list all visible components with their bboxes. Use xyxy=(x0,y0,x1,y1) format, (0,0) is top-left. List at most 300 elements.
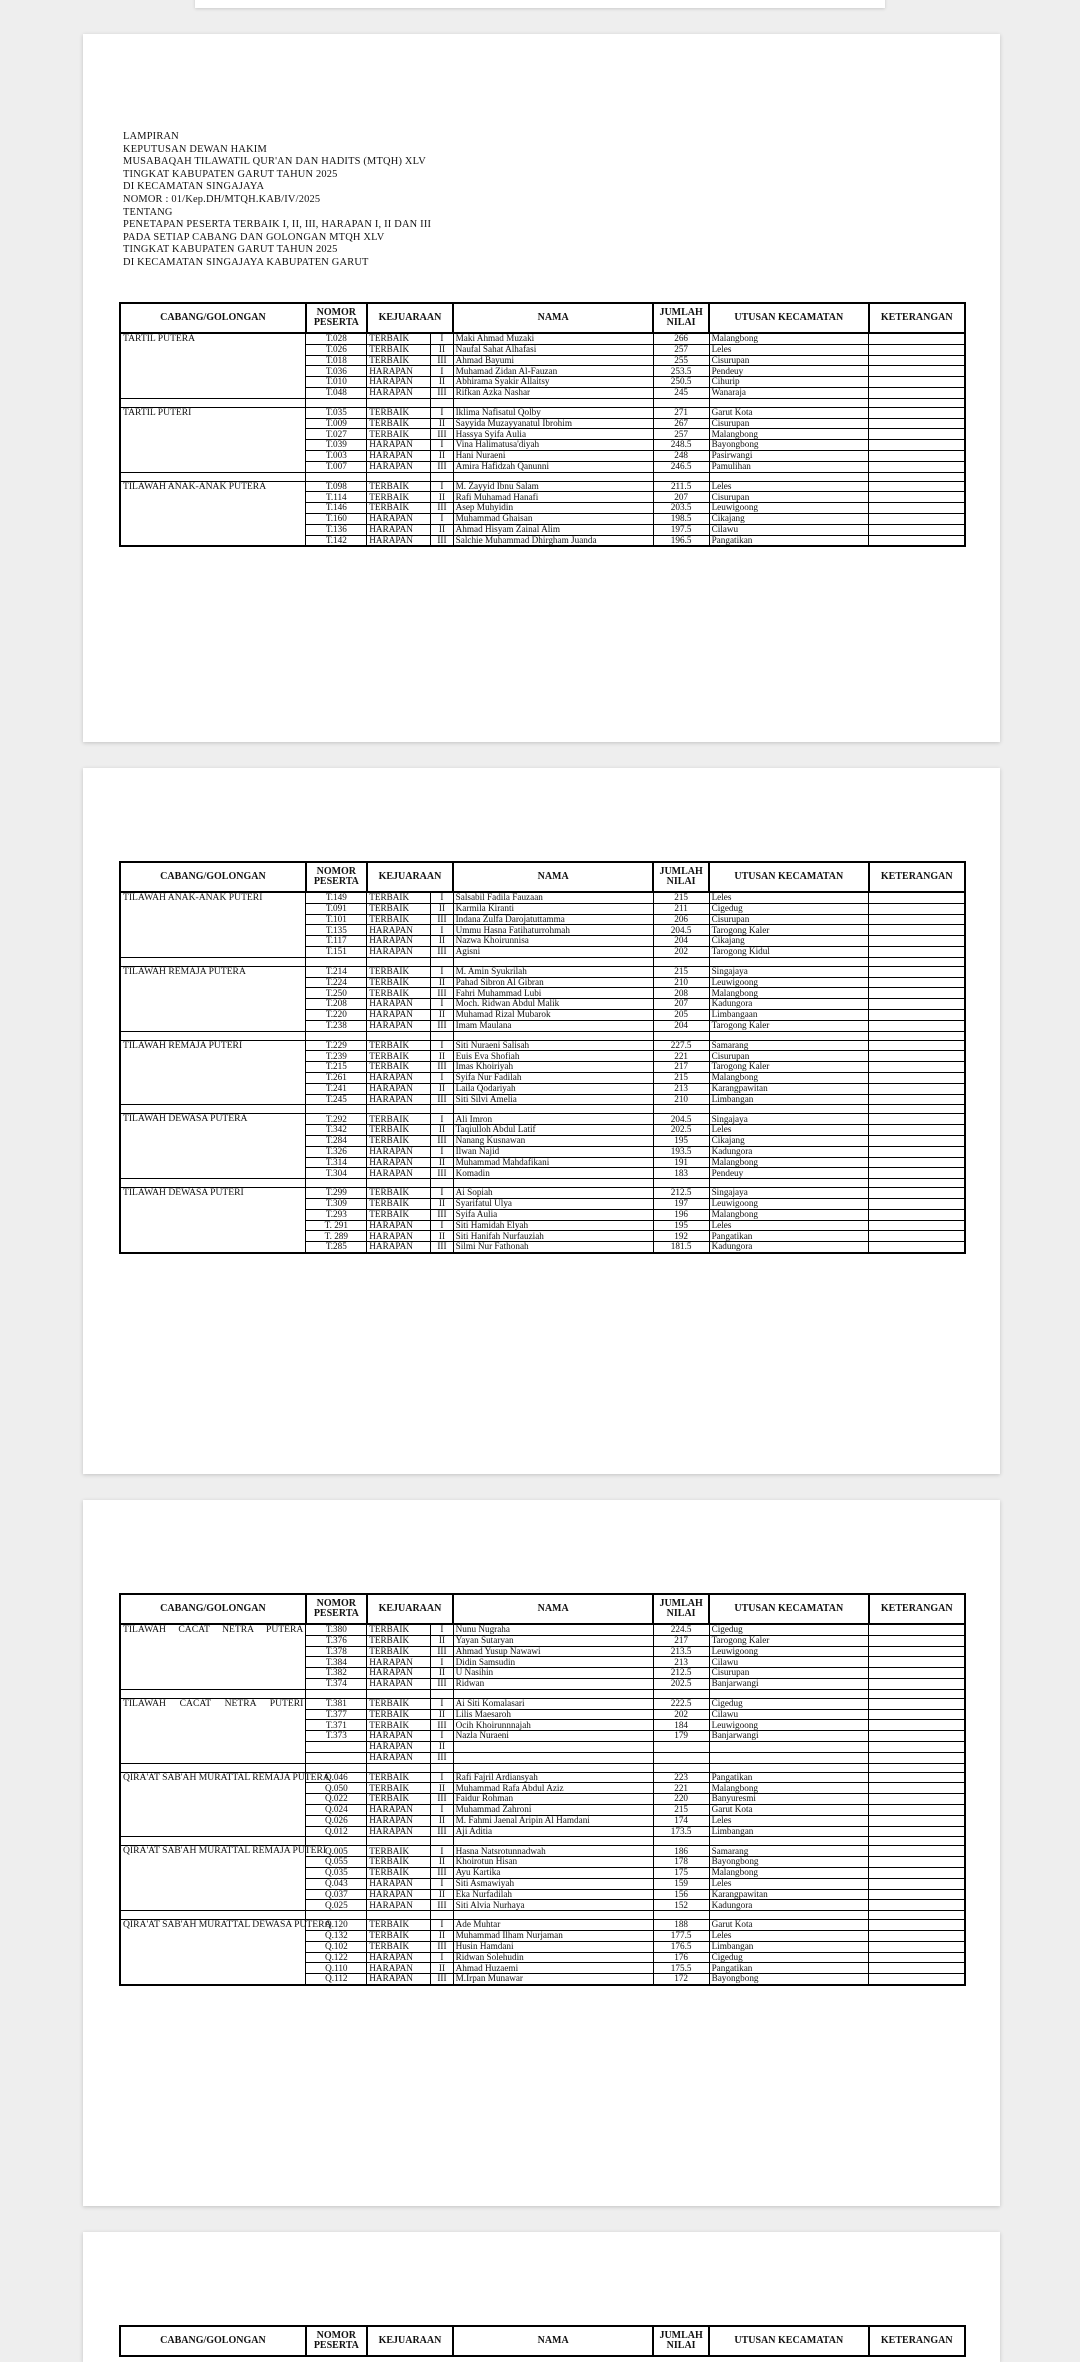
participant-name: Syifa Nur Fadilah xyxy=(453,1072,653,1083)
remarks xyxy=(869,1146,965,1157)
participant-name: Siti Nuraeni Salisah xyxy=(453,1040,653,1051)
remarks xyxy=(869,999,965,1010)
participant-name: Iklima Nafisatul Qolby xyxy=(453,407,653,418)
header-line: DI KECAMATAN SINGAJAYA xyxy=(123,181,265,193)
remarks xyxy=(869,1889,965,1900)
total-score: 196.5 xyxy=(653,535,709,546)
participant-name: Ummu Hasna Fatihaturrohmah xyxy=(453,925,653,936)
award-category: TERBAIK xyxy=(367,903,431,914)
remarks xyxy=(869,1624,965,1635)
district-origin: Leuwigoong xyxy=(709,1720,868,1731)
col-header-keterangan: KETERANGAN xyxy=(869,1594,965,1624)
remarks xyxy=(869,1072,965,1083)
award-category: HARAPAN xyxy=(367,1815,431,1826)
header-line: NOMOR : 01/Kep.DH/MTQH.KAB/IV/2025 xyxy=(123,193,321,205)
separator-cell xyxy=(120,957,306,966)
award-category: HARAPAN xyxy=(367,1094,431,1105)
participant-number: Q.005 xyxy=(306,1846,367,1857)
separator-cell xyxy=(653,472,709,481)
total-score: 250.5 xyxy=(653,377,709,388)
award-category: TERBAIK xyxy=(367,429,431,440)
district-origin: Cisurupan xyxy=(709,492,868,503)
total-score: 215 xyxy=(653,966,709,977)
award-category: HARAPAN xyxy=(367,936,431,947)
separator-cell xyxy=(120,398,306,407)
total-score: 213 xyxy=(653,1657,709,1668)
award-category: HARAPAN xyxy=(367,1878,431,1889)
col-header-nomor: NOMOR PESERTA xyxy=(306,303,367,333)
participant-number: T.028 xyxy=(306,333,367,344)
award-rank: II xyxy=(431,344,453,355)
separator-cell xyxy=(453,1179,653,1188)
participant-number: T.160 xyxy=(306,513,367,524)
remarks xyxy=(869,1846,965,1857)
total-score: 215 xyxy=(653,1072,709,1083)
participant-number: T.299 xyxy=(306,1188,367,1199)
header-line: DI KECAMATAN SINGAJAYA KABUPATEN GARUT xyxy=(123,256,369,268)
award-category: HARAPAN xyxy=(367,387,431,398)
award-rank: II xyxy=(431,492,453,503)
separator-cell xyxy=(709,1031,868,1040)
participant-number: Q.122 xyxy=(306,1952,367,1963)
total-score: 210 xyxy=(653,977,709,988)
table-row xyxy=(120,481,965,492)
separator-cell xyxy=(306,398,367,407)
participant-number: Q.043 xyxy=(306,1878,367,1889)
award-category: HARAPAN xyxy=(367,461,431,472)
total-score: 196 xyxy=(653,1209,709,1220)
separator-cell xyxy=(709,1689,868,1698)
award-category: TERBAIK xyxy=(367,503,431,514)
award-rank: I xyxy=(431,1220,453,1231)
award-rank: I xyxy=(431,1804,453,1815)
award-category: HARAPAN xyxy=(367,1731,431,1742)
col-header-nama: NAMA xyxy=(453,862,653,892)
header-line: PADA SETIAP CABANG DAN GOLONGAN MTQH XLV xyxy=(123,231,385,243)
award-category: HARAPAN xyxy=(367,1826,431,1837)
total-score: 212.5 xyxy=(653,1668,709,1679)
total-score: 204 xyxy=(653,1020,709,1031)
participant-name: Sayyida Muzayyanatul Ibrohim xyxy=(453,418,653,429)
participant-number: Q.026 xyxy=(306,1815,367,1826)
total-score: 198.5 xyxy=(653,513,709,524)
separator-cell xyxy=(653,1837,709,1846)
participant-name: Ahmad Bayumi xyxy=(453,355,653,366)
total-score: 248 xyxy=(653,450,709,461)
col-header-nomor: NOMOR PESERTA xyxy=(306,862,367,892)
separator-cell xyxy=(306,1031,367,1040)
group-name: TILAWAH DEWASA PUTERA xyxy=(120,1114,306,1179)
remarks xyxy=(869,1709,965,1720)
remarks xyxy=(869,1678,965,1689)
separator-cell xyxy=(367,1763,431,1772)
award-rank: III xyxy=(431,1094,453,1105)
header-line: LAMPIRAN xyxy=(123,131,179,142)
participant-number: T.098 xyxy=(306,481,367,492)
remarks xyxy=(869,1963,965,1974)
separator-cell xyxy=(431,398,453,407)
district-origin: Cigedug xyxy=(709,1624,868,1635)
table-row xyxy=(120,1624,965,1635)
total-score: 212.5 xyxy=(653,1188,709,1199)
remarks xyxy=(869,450,965,461)
total-score: 213 xyxy=(653,1083,709,1094)
col-header-utusan: UTUSAN KECAMATAN xyxy=(709,303,868,333)
remarks xyxy=(869,1804,965,1815)
separator-cell xyxy=(869,1763,965,1772)
col-header-jumlah: JUMLAH NILAI xyxy=(653,2326,709,2356)
remarks xyxy=(869,1646,965,1657)
total-score: 193.5 xyxy=(653,1146,709,1157)
participant-number: T.091 xyxy=(306,903,367,914)
remarks xyxy=(869,1062,965,1073)
award-category: TERBAIK xyxy=(367,1920,431,1931)
district-origin: Cihurip xyxy=(709,377,868,388)
separator-cell xyxy=(431,1911,453,1920)
col-header-kejuaraan: KEJUARAAN xyxy=(367,303,453,333)
award-category: TERBAIK xyxy=(367,1794,431,1805)
separator-cell xyxy=(431,1105,453,1114)
award-category: TERBAIK xyxy=(367,1040,431,1051)
remarks xyxy=(869,524,965,535)
participant-number xyxy=(306,1741,367,1752)
remarks xyxy=(869,1168,965,1179)
header-line: PENETAPAN PESERTA TERBAIK I, II, III, HARAPAN I, II DAN III xyxy=(123,219,432,231)
award-rank: II xyxy=(431,377,453,388)
group-name: TARTIL PUTERA xyxy=(120,333,306,398)
award-category: HARAPAN xyxy=(367,1668,431,1679)
award-rank: II xyxy=(431,1125,453,1136)
total-score: 177.5 xyxy=(653,1930,709,1941)
total-score: 195 xyxy=(653,1220,709,1231)
participant-number: T.007 xyxy=(306,461,367,472)
participant-name: M. Amin Syukrilah xyxy=(453,966,653,977)
participant-name: Aji Aditia xyxy=(453,1826,653,1837)
remarks xyxy=(869,1920,965,1931)
district-origin: Singajaya xyxy=(709,1114,868,1125)
award-category: HARAPAN xyxy=(367,440,431,451)
total-score: 217 xyxy=(653,1635,709,1646)
participant-number: T.241 xyxy=(306,1083,367,1094)
district-origin: Garut Kota xyxy=(709,1920,868,1931)
district-origin: Leuwigoong xyxy=(709,1646,868,1657)
participant-number: T.381 xyxy=(306,1698,367,1709)
award-rank: III xyxy=(431,1720,453,1731)
award-rank: II xyxy=(431,1783,453,1794)
separator-cell xyxy=(120,1763,306,1772)
district-origin: Cisurupan xyxy=(709,1668,868,1679)
award-category: HARAPAN xyxy=(367,377,431,388)
participant-number: Q.025 xyxy=(306,1900,367,1911)
district-origin: Kadungora xyxy=(709,999,868,1010)
district-origin: Pasirwangi xyxy=(709,450,868,461)
participant-number: T. 289 xyxy=(306,1231,367,1242)
participant-name: Naufal Sahat Alhafasi xyxy=(453,344,653,355)
award-category: TERBAIK xyxy=(367,1698,431,1709)
district-origin: Cisurupan xyxy=(709,418,868,429)
col-header-utusan: UTUSAN KECAMATAN xyxy=(709,2326,868,2356)
award-rank: III xyxy=(431,1135,453,1146)
award-rank: II xyxy=(431,1231,453,1242)
remarks xyxy=(869,481,965,492)
award-category: TERBAIK xyxy=(367,1867,431,1878)
participant-number: T.146 xyxy=(306,503,367,514)
table-row xyxy=(120,1188,965,1199)
remarks xyxy=(869,988,965,999)
table-row xyxy=(120,892,965,903)
participant-name: Imam Maulana xyxy=(453,1020,653,1031)
participant-name: Yayan Sutaryan xyxy=(453,1635,653,1646)
total-score: 204 xyxy=(653,936,709,947)
award-rank: I xyxy=(431,1072,453,1083)
remarks xyxy=(869,936,965,947)
separator-cell xyxy=(453,472,653,481)
award-category: HARAPAN xyxy=(367,1157,431,1168)
col-header-jumlah: JUMLAH NILAI xyxy=(653,862,709,892)
total-score: 159 xyxy=(653,1878,709,1889)
district-origin: Tarogong Kaler xyxy=(709,1062,868,1073)
separator-cell xyxy=(869,957,965,966)
remarks xyxy=(869,344,965,355)
remarks xyxy=(869,1009,965,1020)
award-category: TERBAIK xyxy=(367,344,431,355)
participant-name: Ayu Kartika xyxy=(453,1867,653,1878)
award-rank: II xyxy=(431,1857,453,1868)
award-category: HARAPAN xyxy=(367,1974,431,1985)
results-table-page-4-header xyxy=(119,2325,966,2357)
total-score: 202.5 xyxy=(653,1678,709,1689)
district-origin: Limbangan xyxy=(709,1094,868,1105)
col-header-utusan: UTUSAN KECAMATAN xyxy=(709,1594,868,1624)
award-category: HARAPAN xyxy=(367,1657,431,1668)
remarks xyxy=(869,429,965,440)
award-rank: III xyxy=(431,1752,453,1763)
district-origin: Tarogong Kaler xyxy=(709,925,868,936)
participant-number: Q.050 xyxy=(306,1783,367,1794)
remarks xyxy=(869,1198,965,1209)
remarks xyxy=(869,1083,965,1094)
district-origin: Leles xyxy=(709,1930,868,1941)
participant-number: T.309 xyxy=(306,1198,367,1209)
separator-cell xyxy=(453,1689,653,1698)
remarks xyxy=(869,892,965,903)
group-name: QIRA'AT SAB'AH MURATTAL REMAJA PUTERA xyxy=(120,1772,306,1837)
previous-page-edge xyxy=(195,0,885,8)
remarks xyxy=(869,1952,965,1963)
participant-number: T.245 xyxy=(306,1094,367,1105)
participant-number: Q.132 xyxy=(306,1930,367,1941)
district-origin: Cilawu xyxy=(709,1709,868,1720)
separator-cell xyxy=(367,1105,431,1114)
district-origin: Malangbong xyxy=(709,429,868,440)
participant-number: T.377 xyxy=(306,1709,367,1720)
award-rank: I xyxy=(431,1878,453,1889)
award-category: HARAPAN xyxy=(367,999,431,1010)
district-origin xyxy=(709,1752,868,1763)
separator-cell xyxy=(431,472,453,481)
award-category: TERBAIK xyxy=(367,492,431,503)
participant-name: Eka Nurfadilah xyxy=(453,1889,653,1900)
table-row xyxy=(120,1114,965,1125)
remarks xyxy=(869,355,965,366)
separator-cell xyxy=(709,1837,868,1846)
col-header-kejuaraan: KEJUARAAN xyxy=(367,2326,453,2356)
separator-cell xyxy=(367,398,431,407)
participant-number: T.027 xyxy=(306,429,367,440)
group-name: TILAWAH ANAK-ANAK PUTERA xyxy=(120,481,306,546)
participant-name: Moch. Ridwan Abdul Malik xyxy=(453,999,653,1010)
separator-cell xyxy=(869,472,965,481)
award-rank: II xyxy=(431,1963,453,1974)
total-score: 206 xyxy=(653,914,709,925)
award-rank: II xyxy=(431,1668,453,1679)
remarks xyxy=(869,1040,965,1051)
results-table-page-3 xyxy=(119,1593,966,1986)
remarks xyxy=(869,535,965,546)
remarks xyxy=(869,418,965,429)
remarks xyxy=(869,492,965,503)
total-score xyxy=(653,1752,709,1763)
header-line: KEPUTUSAN DEWAN HAKIM xyxy=(123,143,267,155)
results-table-page-1 xyxy=(119,302,966,547)
award-rank: I xyxy=(431,925,453,936)
award-category: TERBAIK xyxy=(367,355,431,366)
remarks xyxy=(869,1930,965,1941)
district-origin: Bayongbong xyxy=(709,440,868,451)
participant-name: Fahri Muhammad Lubi xyxy=(453,988,653,999)
total-score: 191 xyxy=(653,1157,709,1168)
participant-name: Lilis Maesaroh xyxy=(453,1709,653,1720)
total-score: 213.5 xyxy=(653,1646,709,1657)
award-rank: III xyxy=(431,535,453,546)
district-origin: Pendeuy xyxy=(709,1168,868,1179)
district-origin: Pamulihan xyxy=(709,461,868,472)
separator-cell xyxy=(431,1031,453,1040)
total-score: 202.5 xyxy=(653,1125,709,1136)
separator-cell xyxy=(306,1689,367,1698)
award-rank: III xyxy=(431,1794,453,1805)
participant-name: Hasna Natsrotunnadwah xyxy=(453,1846,653,1857)
col-header-nama: NAMA xyxy=(453,2326,653,2356)
total-score: 257 xyxy=(653,429,709,440)
separator-cell xyxy=(709,1105,868,1114)
district-origin: Samarang xyxy=(709,1040,868,1051)
participant-number: T.048 xyxy=(306,387,367,398)
total-score: 211 xyxy=(653,903,709,914)
award-category: TERBAIK xyxy=(367,1846,431,1857)
participant-name: Rafi Muhamad Hanafi xyxy=(453,492,653,503)
remarks xyxy=(869,1794,965,1805)
district-origin: Bayongbong xyxy=(709,1974,868,1985)
separator-cell xyxy=(306,1763,367,1772)
award-category: TERBAIK xyxy=(367,1198,431,1209)
separator-cell xyxy=(653,1179,709,1188)
award-category: HARAPAN xyxy=(367,1804,431,1815)
award-rank: II xyxy=(431,1741,453,1752)
participant-name: Ilwan Najid xyxy=(453,1146,653,1157)
award-rank: I xyxy=(431,1040,453,1051)
participant-name: Khoirotun Hisan xyxy=(453,1857,653,1868)
award-rank: I xyxy=(431,892,453,903)
col-header-utusan: UTUSAN KECAMATAN xyxy=(709,862,868,892)
remarks xyxy=(869,440,965,451)
participant-number: Q.055 xyxy=(306,1857,367,1868)
separator-cell xyxy=(709,1763,868,1772)
remarks xyxy=(869,387,965,398)
table-row xyxy=(120,966,965,977)
award-category: TERBAIK xyxy=(367,1051,431,1062)
participant-name: Silmi Nur Fathonah xyxy=(453,1242,653,1253)
separator-cell xyxy=(367,1689,431,1698)
district-origin: Cisurupan xyxy=(709,914,868,925)
separator-cell xyxy=(367,957,431,966)
award-category: TERBAIK xyxy=(367,1783,431,1794)
table-header-row xyxy=(120,303,965,333)
participant-name: Muhammad Mahdafikani xyxy=(453,1157,653,1168)
award-rank: III xyxy=(431,1900,453,1911)
award-category: HARAPAN xyxy=(367,366,431,377)
separator-cell xyxy=(453,1031,653,1040)
participant-number: T.382 xyxy=(306,1668,367,1679)
col-header-nama: NAMA xyxy=(453,303,653,333)
participant-number: T. 291 xyxy=(306,1220,367,1231)
total-score: 202 xyxy=(653,946,709,957)
total-score: 173.5 xyxy=(653,1826,709,1837)
district-origin: Cikajang xyxy=(709,1135,868,1146)
participant-name: Faidur Rohman xyxy=(453,1794,653,1805)
separator-cell xyxy=(653,1689,709,1698)
award-rank: III xyxy=(431,355,453,366)
header-line: TENTANG xyxy=(123,206,173,218)
header-line: TINGKAT KABUPATEN GARUT TAHUN 2025 xyxy=(123,168,338,180)
remarks xyxy=(869,1114,965,1125)
remarks xyxy=(869,1231,965,1242)
separator-cell xyxy=(653,1911,709,1920)
participant-name: Komadin xyxy=(453,1168,653,1179)
award-rank: II xyxy=(431,977,453,988)
total-score: 245 xyxy=(653,387,709,398)
participant-number: T.378 xyxy=(306,1646,367,1657)
table-row xyxy=(120,1772,965,1783)
award-category: TERBAIK xyxy=(367,418,431,429)
participant-name: Ai Sopiah xyxy=(453,1188,653,1199)
award-category: HARAPAN xyxy=(367,450,431,461)
separator-cell xyxy=(367,1911,431,1920)
separator-cell xyxy=(869,1031,965,1040)
participant-number: T.135 xyxy=(306,925,367,936)
award-rank: III xyxy=(431,1678,453,1689)
participant-number: T.151 xyxy=(306,946,367,957)
participant-name: Nunu Nugraha xyxy=(453,1624,653,1635)
remarks xyxy=(869,1900,965,1911)
district-origin: Leles xyxy=(709,1125,868,1136)
participant-number: T.380 xyxy=(306,1624,367,1635)
district-origin: Kadungora xyxy=(709,1900,868,1911)
table-header-row xyxy=(120,2326,965,2356)
remarks xyxy=(869,1731,965,1742)
district-origin: Malangbong xyxy=(709,1209,868,1220)
district-origin: Cisurupan xyxy=(709,1051,868,1062)
district-origin: Malangbong xyxy=(709,1867,868,1878)
participant-name: Euis Eva Shofiah xyxy=(453,1051,653,1062)
participant-number: T.214 xyxy=(306,966,367,977)
total-score: 176.5 xyxy=(653,1941,709,1952)
participant-number: T.371 xyxy=(306,1720,367,1731)
award-rank: II xyxy=(431,1198,453,1209)
participant-number: T.009 xyxy=(306,418,367,429)
district-origin: Kadungora xyxy=(709,1146,868,1157)
group-separator xyxy=(120,1689,965,1698)
